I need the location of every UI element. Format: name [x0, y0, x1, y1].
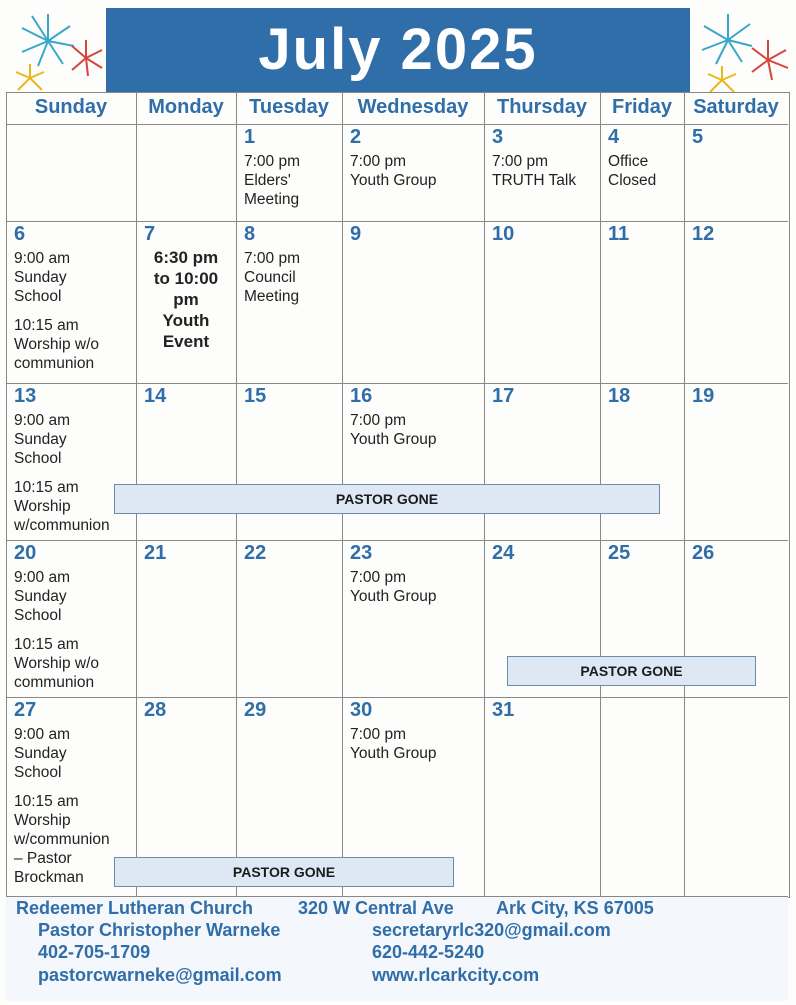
event-text	[608, 152, 656, 190]
event-line: Worship w/o	[14, 336, 99, 353]
day-number: 5	[692, 126, 704, 148]
day-number: 7	[144, 223, 156, 245]
grid-line	[6, 540, 788, 541]
day-number: 13	[14, 385, 37, 407]
day-number: 18	[608, 385, 631, 407]
day-number: 21	[144, 542, 167, 564]
day-number: 25	[608, 542, 631, 564]
day-number: 17	[492, 385, 515, 407]
church-phone: 620-442-5240	[372, 942, 485, 962]
event-line: communion	[14, 355, 95, 372]
event-line: Sunday	[14, 431, 67, 448]
event-text	[244, 249, 300, 306]
day-number: 23	[350, 542, 373, 564]
firework-left-icon	[8, 6, 108, 96]
event-text	[350, 725, 436, 763]
event-line: Meeting	[244, 191, 300, 208]
weekday-friday: Friday	[611, 96, 673, 118]
day-number: 29	[244, 699, 267, 721]
event-line: Council	[244, 269, 296, 286]
day-number: 4	[608, 126, 620, 148]
event-line: School	[14, 764, 62, 781]
firework-right-icon	[694, 6, 794, 96]
event-text	[14, 316, 99, 373]
event-line: 9:00 am	[14, 250, 71, 267]
event-line: Sunday	[14, 588, 67, 605]
event-text	[350, 152, 436, 190]
event-line: TRUTH Talk	[492, 172, 577, 189]
event-text	[14, 635, 99, 692]
day-number: 19	[692, 385, 715, 407]
event-text	[14, 568, 70, 625]
event-line: 9:00 am	[14, 412, 71, 429]
event-line: 10:15 am	[14, 317, 79, 334]
day-number: 10	[492, 223, 515, 245]
weekday-thursday: Thursday	[496, 96, 588, 118]
pastor-gone-banner: PASTOR GONE	[114, 484, 660, 514]
event-line: Youth Group	[350, 588, 437, 605]
day-number: 28	[144, 699, 167, 721]
event-line: Youth Group	[350, 745, 437, 762]
pastor-gone-banner: PASTOR GONE	[114, 857, 454, 887]
event-line: Elders'	[244, 172, 291, 189]
youth-event-text	[136, 247, 236, 352]
church-city: Ark City, KS 67005	[496, 898, 654, 918]
day-number: 22	[244, 542, 267, 564]
event-line: Brockman	[14, 869, 84, 886]
day-number: 6	[14, 223, 26, 245]
weekday-monday: Monday	[148, 96, 224, 118]
event-line: to 10:00	[153, 269, 219, 288]
secretary-email-link[interactable]: secretaryrlc320@gmail.com	[372, 920, 611, 940]
pastor-phone: 402-705-1709	[38, 942, 151, 962]
event-line: Worship	[14, 498, 71, 515]
calendar-title: July 2025	[106, 8, 690, 92]
event-text	[350, 568, 436, 606]
event-line: Sunday	[14, 269, 67, 286]
day-number: 31	[492, 699, 515, 721]
event-line: communion	[14, 674, 95, 691]
event-line: School	[14, 288, 62, 305]
grid-line	[684, 92, 685, 896]
church-address: 320 W Central Ave	[298, 898, 454, 918]
grid-line	[6, 221, 788, 222]
weekday-saturday: Saturday	[693, 96, 779, 118]
event-line: 7:00 pm	[350, 412, 407, 429]
event-text	[14, 792, 110, 887]
day-number: 27	[14, 699, 37, 721]
event-line: w/communion	[14, 517, 110, 534]
day-number: 2	[350, 126, 362, 148]
event-line: 9:00 am	[14, 726, 71, 743]
event-line: Closed	[608, 172, 657, 189]
event-line: 10:15 am	[14, 636, 79, 653]
day-number: 15	[244, 385, 267, 407]
event-line: Worship w/o	[14, 655, 99, 672]
event-line: School	[14, 450, 62, 467]
event-line: 7:00 pm	[350, 569, 407, 586]
day-number: 12	[692, 223, 715, 245]
event-line: 7:00 pm	[350, 153, 407, 170]
church-name: Redeemer Lutheran Church	[16, 898, 254, 918]
weekday-tuesday: Tuesday	[249, 96, 329, 118]
event-line: 9:00 am	[14, 569, 71, 586]
event-line: 10:15 am	[14, 479, 79, 496]
day-number: 8	[244, 223, 256, 245]
day-number: 20	[14, 542, 37, 564]
event-line: Youth	[162, 311, 210, 330]
event-line: 7:00 pm	[244, 153, 301, 170]
event-line: – Pastor	[14, 850, 72, 867]
day-number: 16	[350, 385, 373, 407]
event-line: 6:30 pm	[153, 248, 219, 267]
grid-line	[6, 124, 788, 125]
day-number: 3	[492, 126, 504, 148]
event-line: 7:00 pm	[492, 153, 549, 170]
event-line: School	[14, 607, 62, 624]
event-line: Meeting	[244, 288, 300, 305]
event-text	[492, 152, 576, 190]
day-number: 26	[692, 542, 715, 564]
pastor-email-link[interactable]: pastorcwarneke@gmail.com	[38, 965, 282, 985]
event-text	[14, 725, 70, 782]
event-line: Sunday	[14, 745, 67, 762]
event-text	[14, 411, 70, 468]
day-number: 11	[608, 223, 630, 245]
event-line: 10:15 am	[14, 793, 79, 810]
event-line: Office	[608, 153, 649, 170]
event-line: 7:00 pm	[244, 250, 301, 267]
day-number: 30	[350, 699, 373, 721]
event-line: Worship	[14, 812, 71, 829]
event-line: Event	[162, 332, 210, 351]
event-text	[14, 249, 70, 306]
day-number: 24	[492, 542, 515, 564]
day-number: 9	[350, 223, 362, 245]
event-text	[244, 152, 300, 209]
event-line: Youth Group	[350, 172, 437, 189]
weekday-wednesday: Wednesday	[357, 96, 469, 118]
event-line: w/communion	[14, 831, 110, 848]
weekday-sunday: Sunday	[34, 96, 108, 118]
event-text	[14, 478, 110, 535]
day-number: 1	[244, 126, 256, 148]
event-line: Youth Group	[350, 431, 437, 448]
grid-line	[6, 383, 788, 384]
event-line: 7:00 pm	[350, 726, 407, 743]
day-number: 14	[144, 385, 167, 407]
pastor-name: Pastor Christopher Warneke	[38, 920, 281, 940]
website-link[interactable]: www.rlcarkcity.com	[372, 965, 540, 985]
pastor-gone-banner: PASTOR GONE	[507, 656, 756, 686]
event-text	[350, 411, 436, 449]
grid-line	[6, 697, 788, 698]
event-line: pm	[173, 290, 199, 309]
